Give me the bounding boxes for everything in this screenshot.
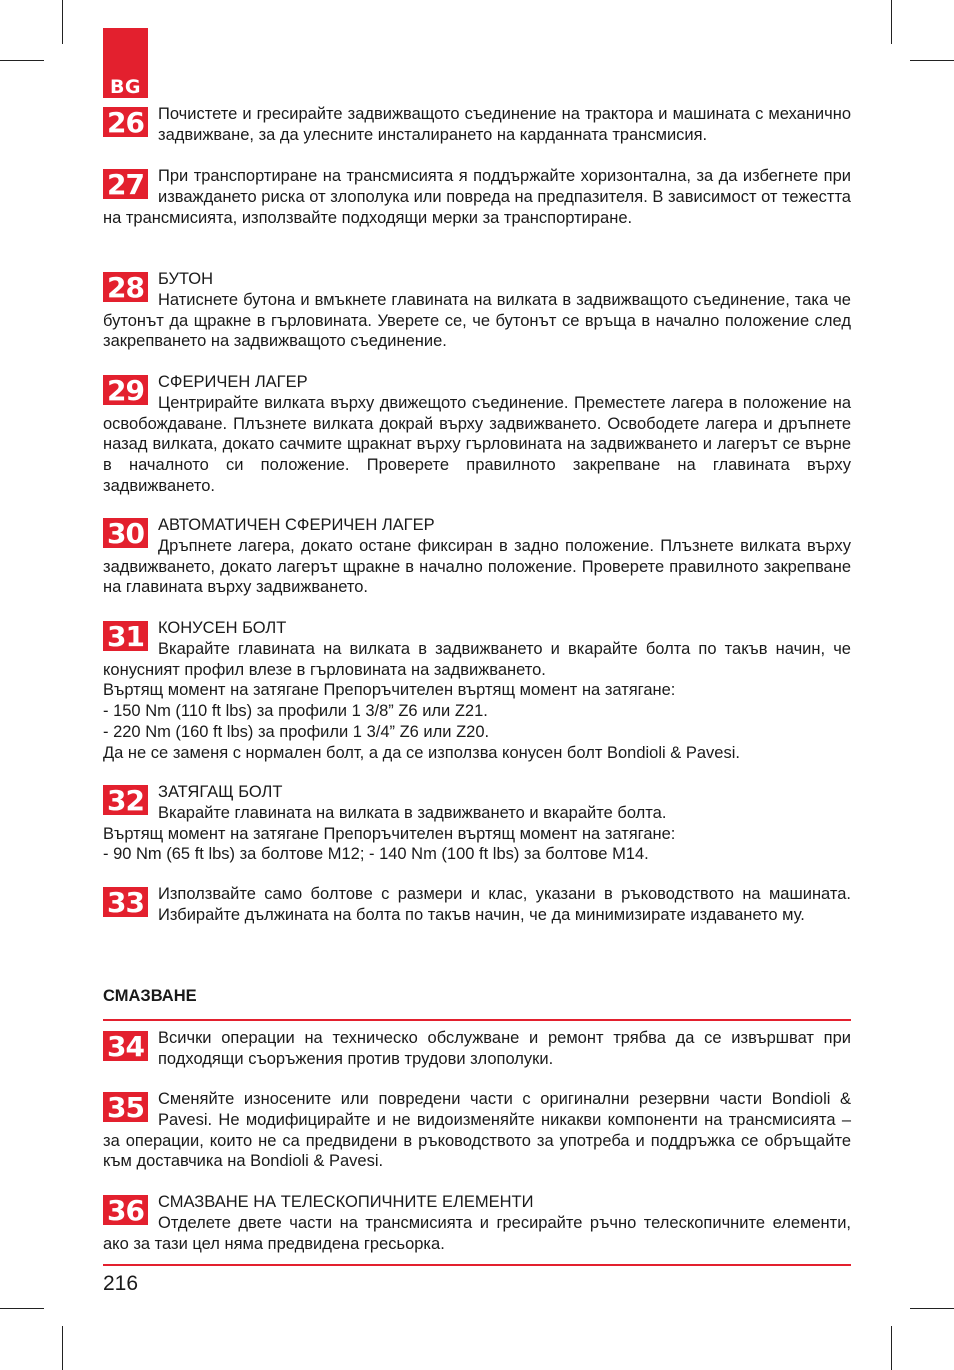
section-27 xyxy=(103,166,851,228)
section-title: СМАЗВАНЕ НА ТЕЛЕСКОПИЧНИТЕ ЕЛЕМЕНТИ xyxy=(158,1193,534,1211)
crop-mark xyxy=(62,1326,63,1370)
torque-line: - 220 Nm (160 ft lbs) за профили 1 3/4” Z6 или Z20. xyxy=(103,722,490,741)
step-number: 35 xyxy=(103,1092,148,1122)
section-title: АВТОМАТИЧЕН СФЕРИЧЕН ЛАГЕР xyxy=(158,516,435,534)
step-number: 31 xyxy=(103,621,148,651)
section-body: Центрирайте вилката върху движещото съединение. Преместете лагера в положение на освобождаване. Плъзнете вилката докрай върху задвижването. Освободете лагера и дръпнете назад вилката, докато сачмите щракнат върху гърловината на задвижването и лагерът се върне в началното си положение. Проверете правилното закрепване на главината върху задвижването. xyxy=(103,393,851,495)
crop-mark xyxy=(0,1308,44,1309)
step-number: 34 xyxy=(103,1031,148,1061)
language-tab xyxy=(103,28,148,98)
section-32 xyxy=(103,782,851,865)
section-30 xyxy=(103,515,851,598)
crop-mark xyxy=(62,0,63,44)
step-number: 29 xyxy=(103,375,148,405)
torque-line: Да не се заменя с нормален болт, а да се използва конусен болт Bondioli & Pavesi. xyxy=(103,743,740,762)
section-29 xyxy=(103,372,851,497)
section-36 xyxy=(103,1192,851,1254)
step-number: 33 xyxy=(103,887,148,917)
section-title: БУТОН xyxy=(158,270,214,288)
page-number: 216 xyxy=(103,1272,139,1295)
torque-line: - 150 Nm (110 ft lbs) за профили 1 3/8” Z6 или Z21. xyxy=(103,702,488,721)
section-title: СФЕРИЧЕН ЛАГЕР xyxy=(158,373,308,391)
section-body: Натиснете бутона и вмъкнете главината на вилката в задвижващото съединение, така че бутонът да щракне в гърловината. Уверете се, че бутонът се връща в начално положение след закрепването на задвижващото съединение. xyxy=(103,290,851,351)
crop-mark xyxy=(0,60,44,61)
section-body: Отделете двете части на трансмисията и гресирайте ръчно телескопичните елементи, ако за тази цел няма предвидена гресьорка. xyxy=(103,1213,851,1253)
section-35 xyxy=(103,1089,851,1172)
section-body: Всички операции на техническо обслужване и ремонт трябва да се извършват при подходящи съоръжения против трудови злополуки. xyxy=(158,1029,851,1068)
section-body: Вкарайте главината на вилката в задвижването и вкарайте болта. xyxy=(158,803,667,822)
step-number: 28 xyxy=(103,272,148,302)
section-33 xyxy=(103,884,851,926)
crop-mark xyxy=(910,1308,954,1309)
section-body: Дръпнете лагера, докато остане фиксиран в задно положение. Плъзнете вилката върху задвижването, докато лагерът щракне в начално положение. Проверете правилното закрепване на главината върху задвижването. xyxy=(103,536,851,597)
section-title: КОНУСЕН БОЛТ xyxy=(158,619,287,637)
section-34 xyxy=(103,1028,851,1070)
torque-line: Въртящ момент на затягане Препоръчителен въртящ момент на затягане: xyxy=(103,681,676,700)
step-number: 27 xyxy=(103,169,148,199)
step-number: 26 xyxy=(103,107,148,137)
section-body: Вкарайте главината на вилката в задвижването и вкарайте болта по такъв начин, че конусният профил влезе в гърловината на задвижването. xyxy=(103,639,851,679)
section-31 xyxy=(103,618,851,764)
footer-divider xyxy=(103,1264,851,1266)
step-number: 32 xyxy=(103,785,148,815)
torque-line: Въртящ момент на затягане Препоръчителен въртящ момент на затягане: xyxy=(103,824,676,843)
section-title: ЗАТЯГАЩ БОЛТ xyxy=(158,783,283,801)
crop-mark xyxy=(891,0,892,44)
step-number: 36 xyxy=(103,1195,148,1225)
crop-mark xyxy=(910,60,954,61)
language-code: BG xyxy=(109,76,142,98)
divider xyxy=(103,1019,851,1021)
crop-mark xyxy=(891,1326,892,1370)
section-body: Почистете и гресирайте задвижващото съединение на трактора и машината с механично задвижване, за да улесните инсталирането на карданната трансмисия. xyxy=(158,105,851,144)
section-body: При транспортиране на трансмисията я поддържайте хоризонтална, за да избегнете при изваждането риска от злополука или повреда на предпазителя. В зависимост от тежестта на трансмисията, използвайте подходящи мерки за транспортиране. xyxy=(103,167,851,227)
section-28 xyxy=(103,269,851,352)
section-body: Използвайте само болтове с размери и клас, указани в ръководството на машината. Избирайте дължината на болта по такъв начин, че да минимизирате издаването му. xyxy=(158,885,851,924)
section-26 xyxy=(103,104,851,146)
step-number: 30 xyxy=(103,518,148,548)
section-body: Сменяйте износените или повредени части с оригинални резервни части Bondioli & Pavesi. Не модифицирайте и не видоизменяйте никакви компоненти на трансмисията – за операции, които не са предвидени в ръководството за употреба и поддръжка се обръщайте към доставчика на Bondioli & Pavesi. xyxy=(103,1090,851,1171)
lubrication-heading: СМАЗВАНЕ xyxy=(103,987,197,1005)
torque-line: - 90 Nm (65 ft lbs) за болтове M12; - 140 Nm (100 ft lbs) за болтове M14. xyxy=(103,845,649,864)
